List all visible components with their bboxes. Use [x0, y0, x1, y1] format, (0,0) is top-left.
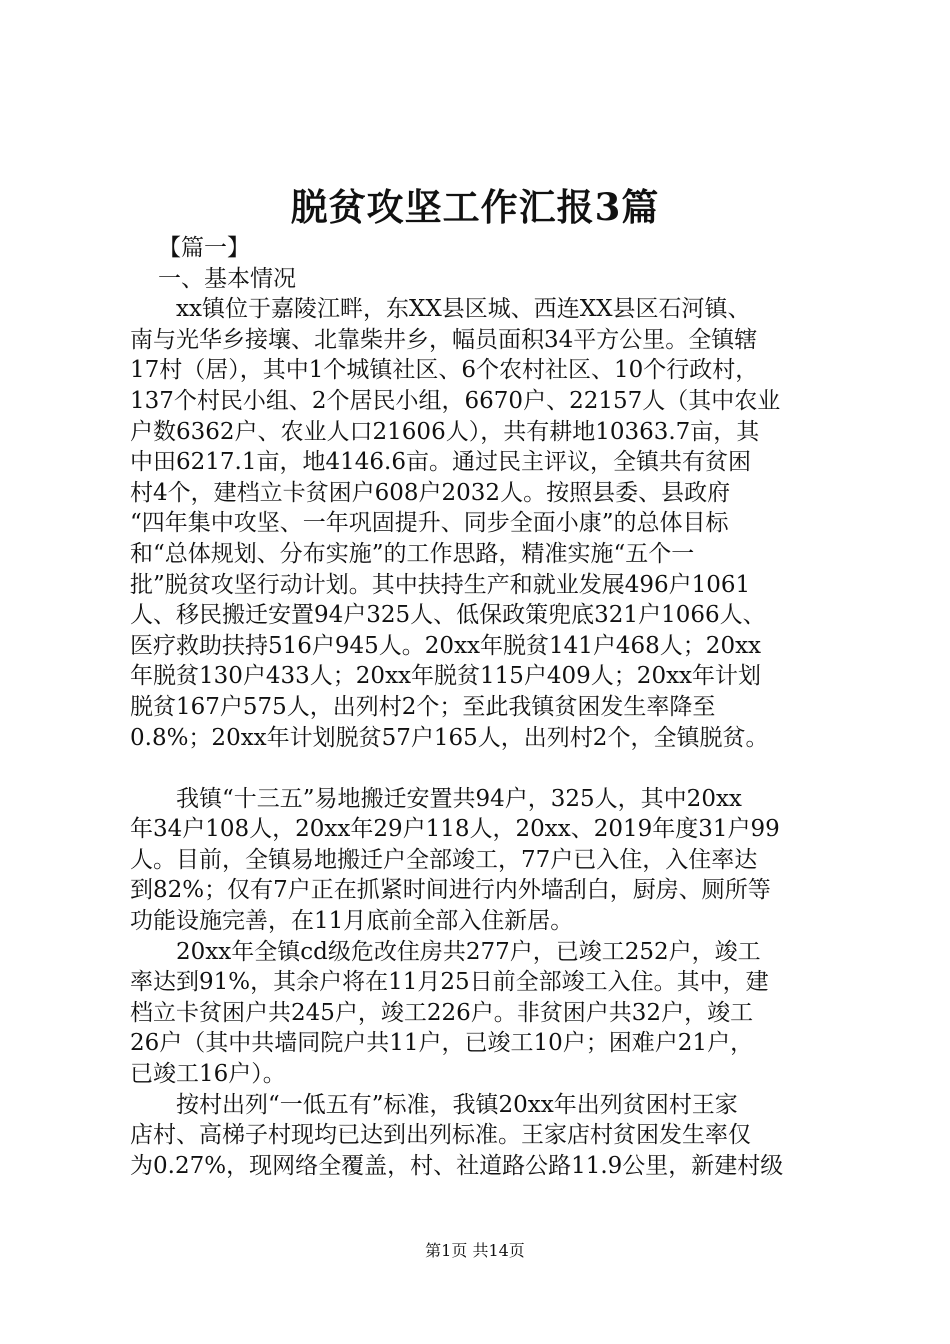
- text-line: 户数6362户、农业人口21606人），共有耕地10363.7亩，其: [130, 418, 760, 445]
- text-line: 26户（其中共墙同院户共11户，已竣工10户；困难户21户，: [130, 1030, 754, 1057]
- paragraph-housing-renovation: [130, 937, 832, 1090]
- text-line: 到82%；仅有7户正在抓紧时间进行内外墙刮白，厨房、厕所等: [130, 877, 771, 904]
- text-line: 已竣工16户）。: [130, 1061, 286, 1088]
- paragraph-basic-situation: [130, 294, 832, 753]
- text-line: 和“总体规划、分布实施”的工作思路，精准实施“五个一: [130, 540, 695, 567]
- document-body: [130, 233, 832, 1181]
- text-line: 年34户108人，20xx年29户118人，20xx、2019年度31户99: [130, 816, 780, 843]
- text-line: 我镇“十三五”易地搬迁安置共94户，325人，其中20xx: [176, 785, 742, 812]
- text-line: 137个村民小组、2个居民小组，6670户、22157人（其中农业: [130, 387, 781, 414]
- text-line: 脱贫167户575人，出列村2个；至此我镇贫困发生率降至: [130, 693, 716, 720]
- text-line: 20xx年全镇cd级危改住房共277户，已竣工252户，竣工: [176, 938, 761, 965]
- text-line: 村4个，建档立卡贫困户608户2032人。按照县委、县政府: [130, 479, 731, 506]
- paragraph-village-exit: [130, 1090, 832, 1182]
- document-title: 脱贫攻坚工作汇报3篇: [290, 185, 660, 229]
- paragraph-gap: [130, 753, 832, 784]
- text-line: 年脱贫130户433人；20xx年脱贫115户409人；20xx年计划: [130, 663, 762, 690]
- section-heading: 一、基本情况: [158, 265, 296, 292]
- text-line: xx镇位于嘉陵江畔，东XX县区城、西连XX县区石河镇、: [176, 296, 751, 323]
- text-line: 档立卡贫困户共245户，竣工226户。非贫困户共32户，竣工: [130, 999, 754, 1026]
- text-line: 医疗救助扶持516户945人。20xx年脱贫141户468人；20xx: [130, 632, 762, 659]
- text-line: “四年集中攻坚、一年巩固提升、同步全面小康”的总体目标: [130, 510, 729, 537]
- text-line: 店村、高梯子村现均已达到出列标准。王家店村贫困发生率仅: [130, 1122, 751, 1149]
- section-label: 【篇一】: [158, 235, 250, 261]
- text-line: 中田6217.1亩，地4146.6亩。通过民主评议，全镇共有贫困: [130, 449, 751, 476]
- text-line: 批”脱贫攻坚行动计划。其中扶持生产和就业发展496户1061: [130, 571, 751, 598]
- text-line: 人、移民搬迁安置94户325人、低保政策兜底321户1066人、: [130, 602, 766, 629]
- text-line: 0.8%；20xx年计划脱贫57户165人，出列村2个，全镇脱贫。: [130, 724, 769, 751]
- text-line: 人。目前，全镇易地搬迁户全部竣工，77户已入住，入住率达: [130, 846, 758, 873]
- paragraph-relocation: [130, 784, 832, 937]
- text-line: 率达到91%，其余户将在11月25日前全部竣工入住。其中，建: [130, 969, 769, 996]
- text-line: 为0.27%，现网络全覆盖，村、社道路公路11.9公里，新建村级: [130, 1152, 784, 1179]
- text-line: 功能设施完善，在11月底前全部入住新居。: [130, 908, 574, 935]
- text-line: 17村（居），其中1个城镇社区、6个农村社区、10个行政村，: [130, 357, 759, 384]
- text-line: 南与光华乡接壤、北靠柴井乡，幅员面积34平方公里。全镇辖: [130, 326, 758, 353]
- page-footer: 第1页 共14页: [425, 1241, 525, 1260]
- text-line: 按村出列“一低五有”标准，我镇20xx年出列贫困村王家: [176, 1091, 738, 1118]
